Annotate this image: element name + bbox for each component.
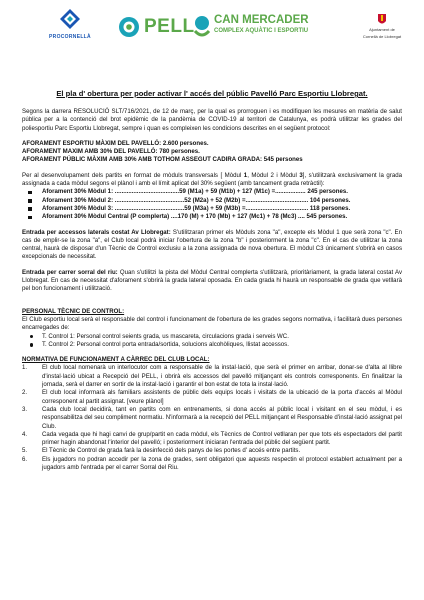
canmercader-mark-icon: [192, 15, 212, 39]
canmercader-wordmark: CAN MERCADER: [214, 14, 309, 26]
module-item: Aforament 30% Mòdul 2: .........................................52 (M2a) + 52 (M2b) =..................................... 104 persones.: [22, 197, 402, 205]
canmercader-logo: [192, 14, 332, 46]
entrada-riu-paragraph: Entrada per carrer sorral del riu: Quan s'utilitzi la pista del Mòdul Central complerta s'utilitzarà, prioritàriament, la grada lateral costat Av Llobregat. En cas de necessitat d'aforament s'obrirà la grada lateral oposada. En cada grada hi haurà un responsable de grada que vetllarà pel bon funcionament i utilització.: [22, 268, 402, 293]
aforament-block: [22, 140, 402, 165]
intro-paragraph: Segons la darrera RESOLUCIÓ SLT/716/2021, de 12 de març, per la qual es prorroguen i es modifiquen les mesures en matèria de salut pública per a la contenció del brot epidèmic de la pandèmia de COVID-19 al territori de Catalunya, es podrà utilitzar les grades del poliesportiu Parc Esportiu Llobregat, sempre i quan es compleixen les condicions descrites en el següent protocol:: [22, 108, 402, 132]
personal-list: [22, 333, 402, 350]
entrada-riu-label: Entrada per carrer sorral del riu:: [22, 268, 118, 276]
entrada-av-label: Entrada per accessos laterals costat Av Llobregat:: [22, 228, 171, 236]
module-item: Aforament 30% Mòdul 3: .........................................59 (M3a) + 59 (M3b) =..................................... 118 persones.: [22, 205, 402, 213]
aforament-line: AFORAMENT ESPORTIU MÀXIM DEL PAVELLÓ: 2.600 persones.: [22, 139, 209, 147]
pell-wordmark: PELL: [144, 16, 195, 37]
personal-heading: PERSONAL TÈCNIC DE CONTROL:: [22, 307, 125, 315]
modules-list: [22, 188, 402, 221]
normativa-item: 3. Cada club local decidirà, tant en partits com en entrenaments, si dona accés al públic local i visitant en el seu mòdul, i es responsabilitza del seu compliment normatiu. N'informarà a la recepció del PELL mitjançant el Responsable d'instal·lació assignat pel Club.: [22, 405, 402, 430]
document-body: [22, 89, 402, 472]
normativa-item: 5. El Tècnic de Control de grada farà la desinfecció dels panys de les portes d' accés entre partits.: [22, 447, 301, 455]
personal-item: T. Control 2: Personal control porta entrada/sortida, solucions alcohòliques, llistat accessos.: [22, 341, 402, 349]
normativa-list: [22, 364, 402, 472]
entrada-av-paragraph: Entrada per accessos laterals costat Av Llobregat: S'utilitzaran primer els Mòduls zona "a", excepte els Mòdul 1 que serà zona "c". En cas de emplir-se la zona "a", el Club local podrà iniciar l'obertura de la zona "b" i posteriorment la zona "c". En el cas de utilitzar la zona central, haurà de disposar d'un Tècnic de Control exclusiu a la zona assignada de nova obertura. El mòdul C3 únicament s'obrirà en casos excepcionals de necessitat.: [22, 228, 402, 261]
normativa-item: 2. El club local informarà als familiars assistents de públic dels equips locals i visitats de la ubicació de la porta d'accés al Mòdul corresponent al partit assignat. [veure plànol]: [22, 389, 402, 405]
aforament-line: AFORAMENT MAXIM AMB 30% DEL PAVELLÓ: 780 persones.: [22, 148, 200, 156]
letterhead: [0, 0, 424, 58]
normativa-item: 4. Cada vegada que hi hagi canvi de grup/partit en cada mòdul, els Tècnics de Control vetllaran per que tots els espectadors del partit primer hagin abandonat l'interior del pavelló; i posteriorment iniciaran l'entrada del públic del següent partit.: [22, 430, 402, 447]
personal-text: El Club esportiu local serà el responsable del control i funcionament de l'obertura de les grades segons normativa, i facilitarà dues persones encarregades de:: [22, 315, 402, 332]
module-item: Aforament 30% Mòdul Central (P complerta) ....170 (M) + 170 (Mb) + 127 (Mc1) + 78 (Mc3) .... 545 persones.: [22, 213, 402, 221]
normativa-heading: NORMATIVA DE FUNCIONAMENT A CÀRREC DEL CLUB LOCAL:: [22, 356, 210, 364]
normativa-item: 6. Els jugadors no podran accedir per la zona de grades, sent obligatori que aquests respectin el protocol establert actualment per a jugadors amb l'entrada per el carrer Sorral del Riu.: [22, 455, 402, 471]
normativa-item: 1. El club local nomenarà un interlocutor com a responsable de la instal·lació, que serà el primer en arribar, donar-se d'alta al llibre d'instal·lació ubicat a Recepció del PELL, i obrirà els accessos del pavelló mitjançant els controls corresponents. En finalitzar la jornada, serà el darrer en sortir de la instal·lació i garantir el bon estat de tota la instal·lació.: [22, 364, 402, 389]
module-item: Aforament 30% Mòdul 1: ......................................59 (M1a) + 59 (M1b) + 127 (M1c) =.................. 245 persones.: [22, 188, 402, 196]
aforament-line: AFORAMENT PÚBLIC MÀXIM AMB 30% AMB TOTHOM ASSEGUT CADIRA GRADA: 545 persones: [22, 156, 303, 164]
ajuntament-logo: [354, 14, 410, 48]
procornella-mark-icon: [59, 8, 81, 30]
ajuntament-line1: Ajuntament de: [369, 27, 395, 32]
procornella-wordmark: PROCORNELLÀ: [49, 34, 91, 40]
pell-mark-icon: [118, 16, 140, 38]
modules-intro: Per al desenvolupament dels partits en format de mòduls transversals [ Mòdul 1, Mòdul 2 i Mòdul 3], s'utilitzarà exclusivament la grada assignada a cada mòdul segons el plànol i amb el límit aplicat del 30% següent (amb tancament grada retràctil):: [22, 171, 402, 188]
document-title: El pla d' obertura per poder activar l' accés del públic Pavelló Parc Esportiu Llobregat.: [56, 89, 368, 98]
ajuntament-shield-icon: [378, 14, 386, 26]
personal-item: T. Control 1: Personal control seients grada, us mascareta, circulacions grada i serveis WC.: [22, 333, 402, 341]
canmercader-subtitle: COMPLEX AQUÀTIC I ESPORTIU: [214, 28, 309, 34]
procornella-logo: [40, 8, 100, 54]
ajuntament-line2: Cornellà de Llobregat: [362, 33, 402, 39]
